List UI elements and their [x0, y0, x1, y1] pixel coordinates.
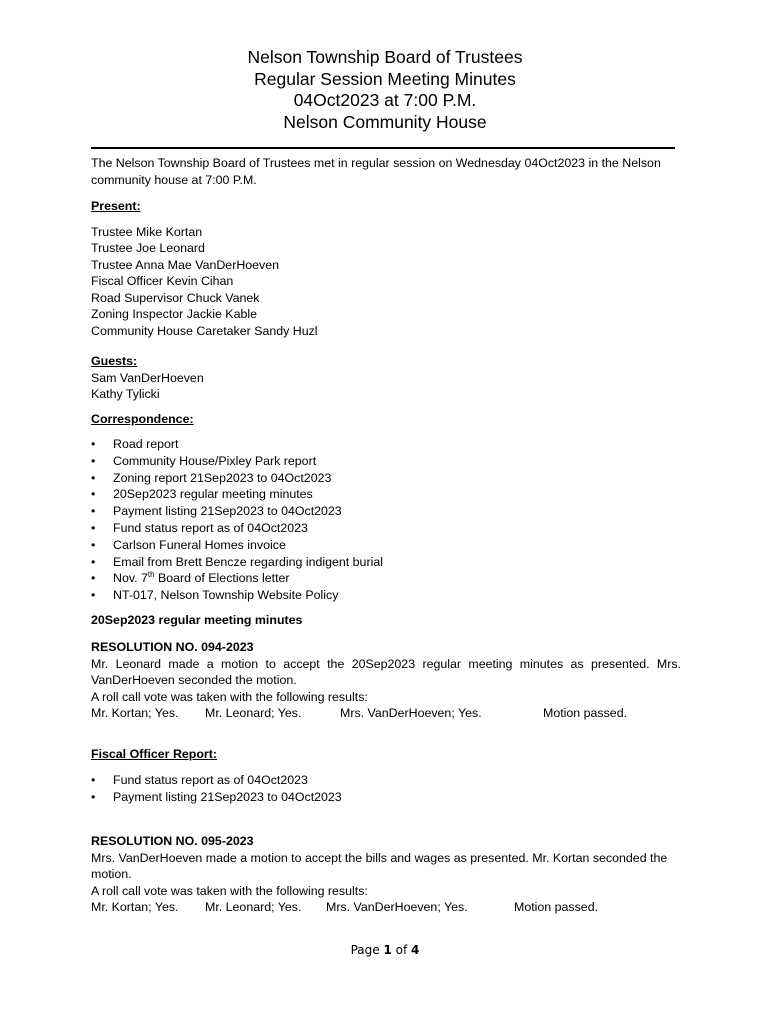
list-item: • Zoning report 21Sep2023 to 04Oct2023: [91, 470, 681, 487]
present-heading: Present:: [91, 199, 141, 213]
rollcall-text: A roll call vote was taken with the following results:: [91, 883, 368, 898]
header-title: Nelson Township Board of Trustees: [247, 47, 523, 67]
list-item: • 20Sep2023 regular meeting minutes: [91, 486, 681, 503]
present-member: Trustee Anna Mae VanDerHoeven: [91, 257, 280, 272]
present-member: Trustee Mike Kortan: [91, 224, 203, 239]
page-footer: Page 1 of 4: [350, 943, 420, 957]
present-member: Fiscal Officer Kevin Cihan: [91, 274, 234, 288]
document-header: [0, 47, 770, 133]
list-item: • NT-017, Nelson Township Website Policy: [91, 587, 681, 604]
present-list: [91, 224, 681, 340]
vote-entry: Mr. Leonard; Yes.: [205, 706, 302, 721]
list-item: • Email from Brett Bencze regarding indigent burial: [91, 554, 681, 571]
vote-entry: Mrs. VanDerHoeven; Yes.: [340, 706, 482, 721]
correspondence-list: [91, 436, 681, 604]
vote-entry: Mr. Kortan; Yes.: [91, 706, 179, 721]
header-divider: [91, 147, 675, 149]
page-number: 1: [383, 943, 392, 957]
vote-results: [91, 899, 681, 916]
present-member: Community House Caretaker Sandy Huzl: [91, 323, 318, 338]
motion-result: Motion passed.: [514, 900, 599, 915]
intro-paragraph: The Nelson Township Board of Trustees met in regular session on Wednesday 04Oct2023 in the Nelson community house at 7:00 P.M.: [91, 156, 661, 187]
resolution-motion: Mrs. VanDerHoeven made a motion to accept the bills and wages as presented. Mr. Kortan seconded the motion.: [91, 850, 668, 882]
guests-heading: Guests:: [91, 354, 138, 368]
list-item: • Payment listing 21Sep2023 to 04Oct2023: [91, 503, 681, 520]
rollcall-text: A roll call vote was taken with the following results:: [91, 689, 368, 704]
resolution-title: RESOLUTION NO. 094-2023: [91, 640, 254, 655]
fiscal-heading: Fiscal Officer Report:: [91, 746, 217, 761]
document-body: [91, 155, 681, 916]
present-member: Road Supervisor Chuck Vanek: [91, 290, 260, 305]
page-total: 4: [411, 943, 420, 957]
list-item: • Nov. 7th Board of Elections letter: [91, 570, 681, 587]
list-item: • Fund status report as of 04Oct2023: [91, 520, 681, 537]
minutes-heading: 20Sep2023 regular meeting minutes: [91, 612, 303, 627]
vote-entry: Mrs. VanDerHoeven; Yes.: [326, 900, 468, 915]
guest-name: Sam VanDerHoeven: [91, 370, 204, 385]
header-date: 04Oct2023 at 7:00 P.M.: [293, 90, 477, 110]
present-member: Zoning Inspector Jackie Kable: [91, 307, 257, 321]
list-item: • Carlson Funeral Homes invoice: [91, 537, 681, 554]
present-member: Trustee Joe Leonard: [91, 241, 205, 255]
list-item: • Road report: [91, 436, 681, 453]
vote-results: [91, 705, 681, 722]
guest-name: Kathy Tylicki: [91, 387, 160, 401]
vote-entry: Mr. Kortan; Yes.: [91, 900, 179, 915]
header-subtitle: Regular Session Meeting Minutes: [254, 68, 516, 89]
resolution-motion: Mr. Leonard made a motion to accept the 20Sep2023 regular meeting minutes as presented. Mrs. VanDerHoeven seconded the motion.: [91, 656, 681, 688]
list-item: • Community House/Pixley Park report: [91, 453, 681, 470]
resolution-title: RESOLUTION NO. 095-2023: [91, 834, 254, 849]
list-item: • Payment listing 21Sep2023 to 04Oct2023: [91, 789, 681, 806]
correspondence-heading: Correspondence:: [91, 411, 194, 426]
list-item: • Fund status report as of 04Oct2023: [91, 772, 681, 789]
header-location: Nelson Community House: [283, 111, 487, 132]
motion-result: Motion passed.: [543, 706, 628, 721]
fiscal-list: [91, 772, 681, 806]
vote-entry: Mr. Leonard; Yes.: [205, 900, 302, 915]
